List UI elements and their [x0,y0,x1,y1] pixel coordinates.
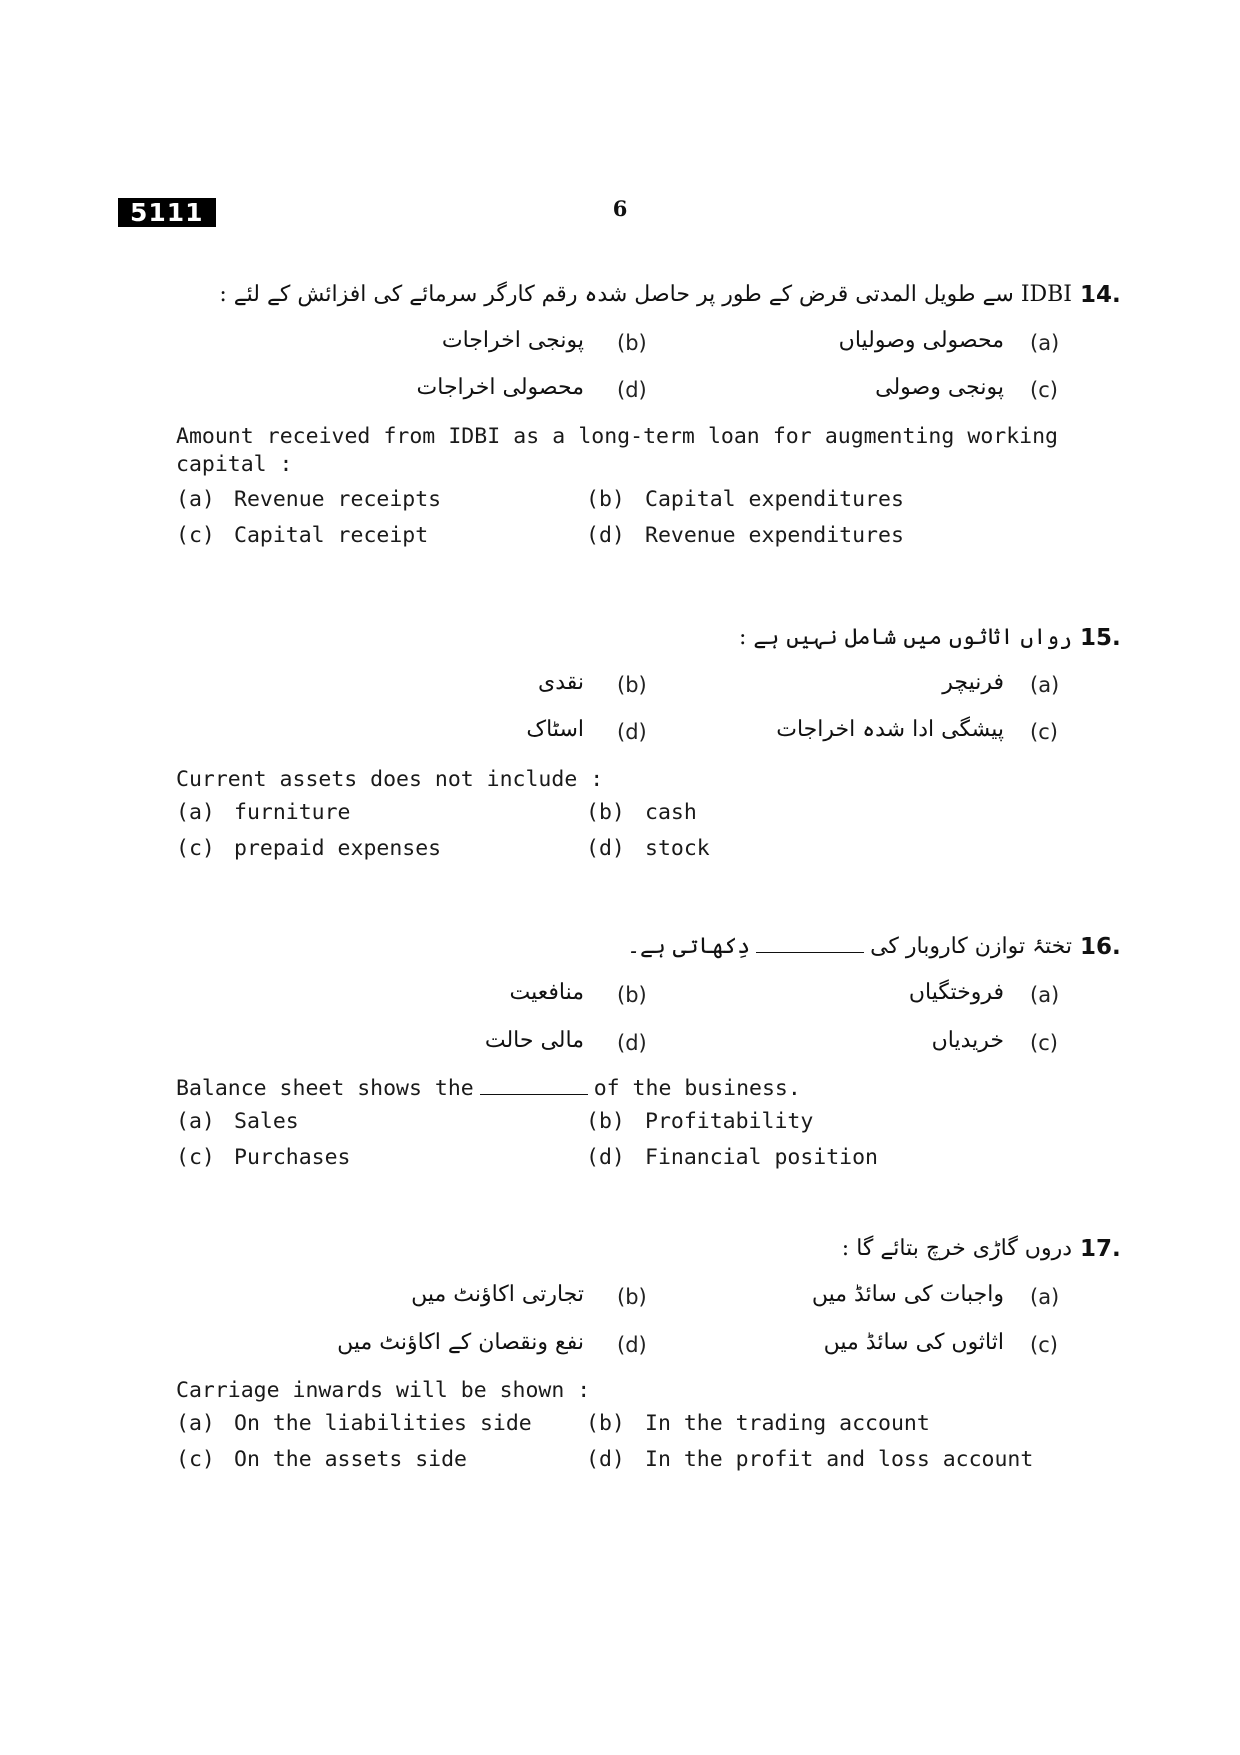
urdu-option-label: (d) [617,1333,647,1357]
urdu-option-label: (c) [1030,378,1058,402]
english-option-text: On the assets side [234,1447,467,1472]
english-option-text: Capital receipt [234,523,429,548]
fill-in-blank [756,934,864,953]
english-option-label: (c) [176,1447,215,1472]
english-question-stem: Current assets does not include : [176,767,604,792]
urdu-option-text: فرنیچر [942,670,1004,695]
page-number: 6 [612,196,628,221]
urdu-stem-part: دِکھاتی ہے۔ [627,934,751,959]
urdu-option-text: واجبات کی سائڈ میں [811,1282,1004,1307]
english-option-label: (a) [176,1109,215,1134]
english-option-text: cash [645,800,697,825]
english-question-stem [176,1075,1058,1103]
urdu-question-stem [627,932,1072,962]
english-option-label: (c) [176,523,215,548]
english-option-text: Revenue expenditures [645,523,904,548]
english-option-label: (a) [176,800,215,825]
urdu-option-text: نقدی [537,670,584,695]
english-option-label: (d) [586,1145,625,1170]
english-option-label: (b) [586,1109,625,1134]
urdu-option-text: پونجی اخراجات [441,328,584,353]
urdu-question-stem: IDBI سے طویل المدتی قرض کے طور پر حاصل شدہ رقم کارگر سرمائے کی افزائش کے لئے : [219,282,1072,307]
urdu-stem-part: تختۂ توازن کاروبار کی [870,934,1072,959]
urdu-option-label: (d) [617,378,647,402]
urdu-option-text: نفع ونقصان کے اکاؤنٹ میں [337,1330,584,1355]
english-option-text: Capital expenditures [645,487,904,512]
urdu-option-text: پیشگی ادا شدہ اخراجات [776,717,1004,742]
english-option-text: prepaid expenses [234,836,442,861]
urdu-option-text: خریدیاں [931,1028,1004,1053]
english-option-text: In the profit and loss account [645,1447,1034,1472]
urdu-option-label: (b) [617,331,647,355]
english-stem-part: Balance sheet shows the [176,1076,474,1101]
english-question-stem: Amount received from IDBI as a long-term loan for augmenting working capital : [176,424,1058,477]
urdu-option-text: فروختگیاں [908,980,1004,1005]
english-option-label: (d) [586,836,625,861]
english-option-text: Sales [234,1109,299,1134]
urdu-option-label: (c) [1030,1333,1058,1357]
english-option-label: (b) [586,1411,625,1436]
urdu-option-text: اثاثوں کی سائڈ میں [823,1330,1004,1355]
urdu-option-label: (b) [617,673,647,697]
english-option-text: On the liabilities side [234,1411,532,1436]
english-option-label: (b) [586,800,625,825]
paper-code-badge: 5111 [118,198,216,227]
english-option-text: furniture [234,800,351,825]
urdu-option-label: (d) [617,720,647,744]
english-option-label: (c) [176,836,215,861]
urdu-option-label: (a) [1030,673,1060,697]
urdu-option-text: محصولی اخراجات [416,375,584,400]
english-option-text: Purchases [234,1145,351,1170]
urdu-option-label: (c) [1030,720,1058,744]
english-option-text: stock [645,836,710,861]
urdu-question-stem: دروں گاڑی خرچ بتائے گا : [841,1236,1072,1261]
english-option-label: (c) [176,1145,215,1170]
english-option-label: (a) [176,487,215,512]
english-question-stem: Carriage inwards will be shown : [176,1378,591,1403]
english-option-label: (b) [586,487,625,512]
question-number: .17 [1080,1236,1121,1262]
urdu-option-label: (b) [617,1285,647,1309]
urdu-option-label: (a) [1030,983,1060,1007]
urdu-question-stem: رواں اثاثوں میں شامل نہیں ہے : [739,625,1072,650]
fill-in-blank [480,1076,588,1095]
english-option-label: (d) [586,1447,625,1472]
urdu-option-label: (c) [1030,1031,1058,1055]
question-number: .14 [1080,282,1121,308]
urdu-option-label: (d) [617,1031,647,1055]
urdu-option-label: (a) [1030,331,1060,355]
english-stem-part: of the business. [593,1076,801,1101]
english-option-label: (d) [586,523,625,548]
english-option-label: (a) [176,1411,215,1436]
urdu-option-text: اسٹاک [526,717,584,742]
english-option-text: Financial position [645,1145,878,1170]
urdu-option-text: پونجی وصولی [875,375,1004,400]
urdu-option-text: محصولی وصولیاں [838,328,1004,353]
english-option-text: Profitability [645,1109,814,1134]
urdu-option-label: (a) [1030,1285,1060,1309]
urdu-option-text: تجارتی اکاؤنٹ میں [411,1282,584,1307]
urdu-option-text: منافعیت [509,980,584,1005]
english-option-text: In the trading account [645,1411,930,1436]
english-option-text: Revenue receipts [234,487,442,512]
question-number: .16 [1080,934,1121,960]
urdu-option-label: (b) [617,983,647,1007]
urdu-option-text: مالی حالت [484,1028,584,1053]
question-number: .15 [1080,625,1121,651]
